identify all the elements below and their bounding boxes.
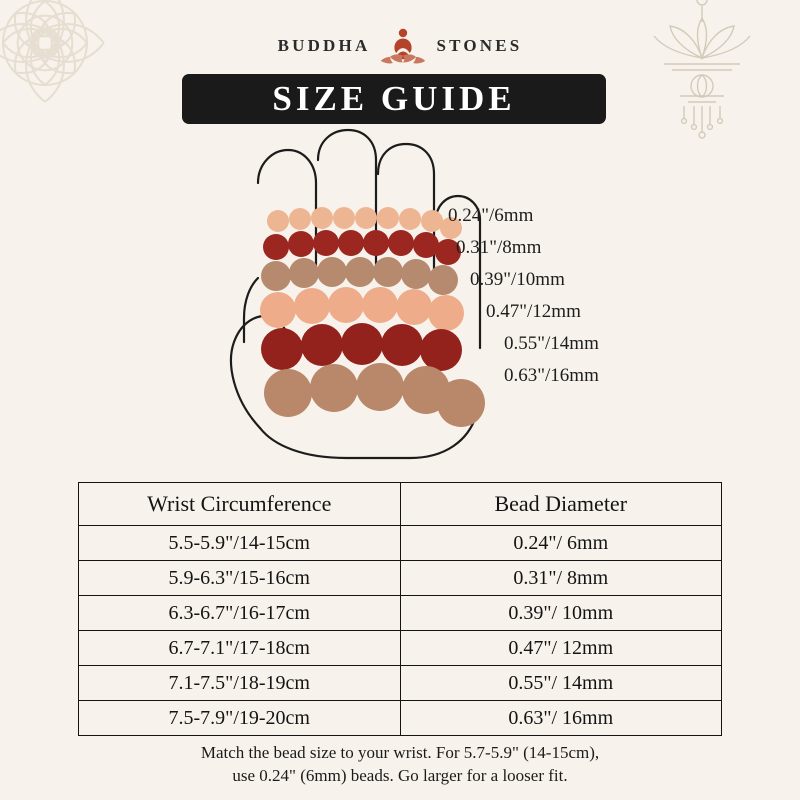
- cell-bead: 0.55"/ 14mm: [400, 666, 722, 701]
- footer-note-line-2: use 0.24" (6mm) beads. Go larger for a looser fit.: [232, 765, 568, 785]
- cell-wrist: 6.3-6.7"/16-17cm: [79, 596, 401, 631]
- column-header-bead: Bead Diameter: [400, 483, 722, 526]
- size-table-wrap: [78, 482, 722, 736]
- bracelet-row-14mm: [261, 323, 462, 371]
- cell-bead: 0.24"/ 6mm: [400, 526, 722, 561]
- callout-8mm: 0.31"/8mm: [456, 237, 542, 258]
- page-title: SIZE GUIDE: [272, 79, 516, 118]
- lotus-meditation-figure-icon: [380, 24, 426, 68]
- table-row: [79, 561, 722, 596]
- cell-bead: 0.31"/ 8mm: [400, 561, 722, 596]
- size-table: [78, 482, 722, 736]
- footer-note-line-1: Match the bead size to your wrist. For 5.7-5.9" (14-15cm),: [200, 743, 600, 762]
- callout-10mm: 0.39"/10mm: [470, 269, 565, 290]
- cell-wrist: 5.5-5.9"/14-15cm: [79, 526, 401, 561]
- brand-word-left: BUDDHA: [277, 36, 371, 55]
- table-row: [79, 701, 722, 736]
- footer-note: [0, 742, 800, 788]
- cell-wrist: 7.5-7.9"/19-20cm: [79, 701, 401, 736]
- callout-14mm: 0.55"/14mm: [504, 333, 599, 354]
- bracelet-row-16mm: [264, 363, 485, 427]
- table-row: [79, 526, 722, 561]
- brand-word-right: STONES: [436, 36, 523, 55]
- page-title-banner: [182, 74, 606, 124]
- lotus-ornament-icon: [612, 0, 792, 142]
- cell-wrist: 6.7-7.1"/17-18cm: [79, 631, 401, 666]
- cell-bead: 0.63"/ 16mm: [400, 701, 722, 736]
- brand-logo-row: [0, 24, 800, 68]
- cell-wrist: 5.9-6.3"/15-16cm: [79, 561, 401, 596]
- hand-illustration: [196, 128, 636, 468]
- bracelet-row-10mm: [261, 257, 458, 295]
- mandala-corner-icon: [0, 0, 150, 148]
- cell-bead: 0.47"/ 12mm: [400, 631, 722, 666]
- open-hand-outline-icon: [196, 128, 636, 468]
- cell-wrist: 7.1-7.5"/18-19cm: [79, 666, 401, 701]
- cell-bead: 0.39"/ 10mm: [400, 596, 722, 631]
- table-row: [79, 596, 722, 631]
- table-row: [79, 631, 722, 666]
- callout-16mm: 0.63"/16mm: [504, 365, 599, 386]
- column-header-wrist: Wrist Circumference: [79, 483, 401, 526]
- table-row: [79, 666, 722, 701]
- callout-12mm: 0.47"/12mm: [486, 301, 581, 322]
- table-header-row: [79, 483, 722, 526]
- callout-6mm: 0.24"/6mm: [448, 205, 534, 226]
